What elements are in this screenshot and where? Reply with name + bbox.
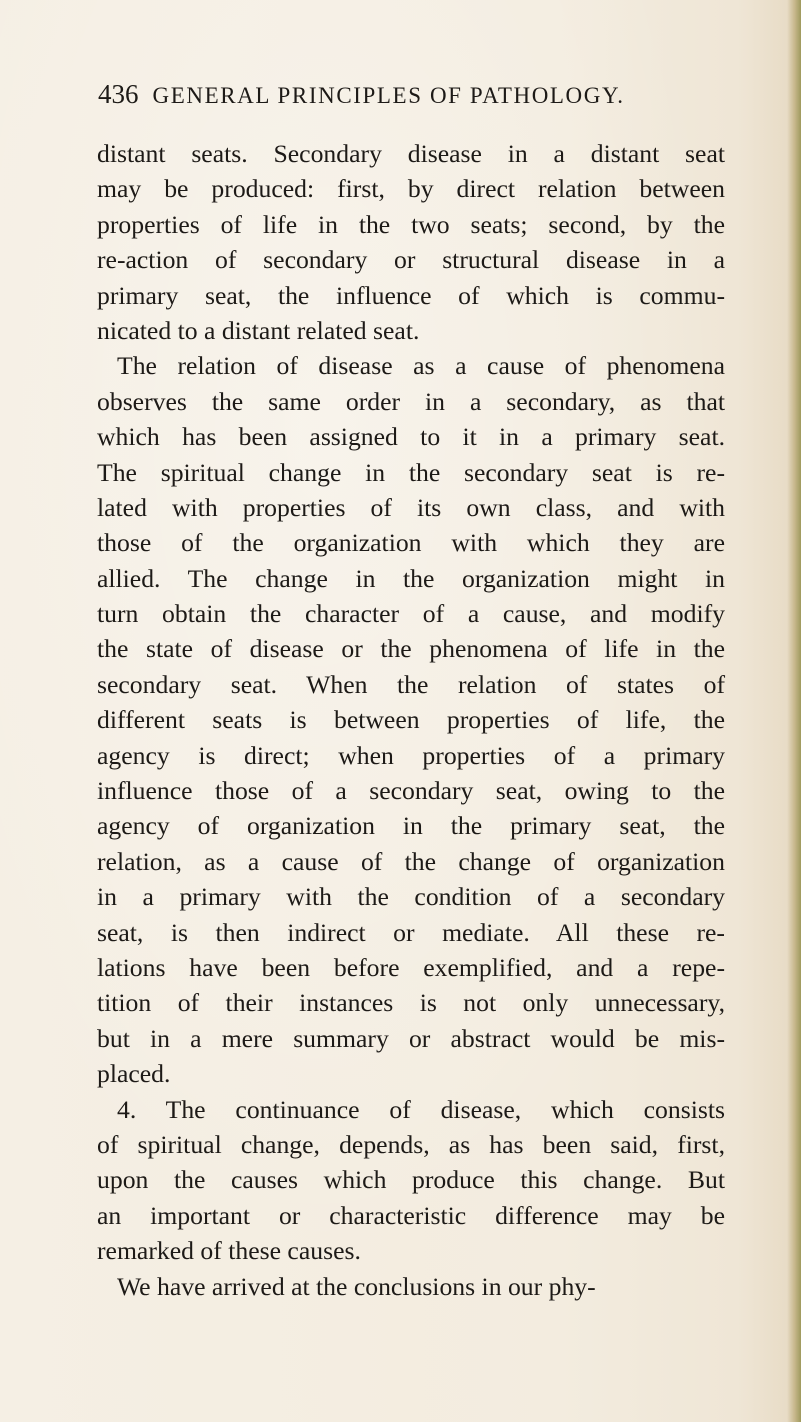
text-line: The spiritual change in the secondary seat is re- <box>97 457 725 487</box>
text-line: The relation of disease as a cause of phenomena <box>117 351 725 381</box>
text-line: but in a mere summary or abstract would be mis- <box>97 1023 725 1053</box>
text-line: We have arrived at the conclusions in our phy- <box>117 1271 596 1301</box>
text-line: placed. <box>97 1059 171 1089</box>
page-number: 436 <box>98 79 139 109</box>
text-line: different seats is between properties of life, the <box>97 705 725 735</box>
text-line: which has been assigned to it in a primary seat. <box>97 422 725 452</box>
text-line: may be produced: first, by direct relation between <box>97 174 725 204</box>
text-line: seat, is then indirect or mediate. All these re- <box>97 917 725 947</box>
text-line: lations have been before exemplified, and a repe- <box>97 952 725 982</box>
text-line: those of the organization with which they are <box>97 528 725 558</box>
text-line: influence those of a secondary seat, owing to the <box>97 776 725 806</box>
text-line: allied. The change in the organization might in <box>97 563 725 593</box>
running-header <box>98 74 738 114</box>
body-text <box>97 136 725 1304</box>
text-line: re-action of secondary or structural disease in a <box>97 245 725 275</box>
text-line: remarked of these causes. <box>97 1236 361 1266</box>
text-line: relation, as a cause of the change of organization <box>97 846 725 876</box>
text-line: of spiritual change, depends, as has been said, first, <box>97 1129 725 1159</box>
text-line: an important or characteristic difference may be <box>97 1200 725 1230</box>
text-line: primary seat, the influence of which is commu- <box>97 280 725 310</box>
page-edge <box>787 0 801 1422</box>
text-line: the state of disease or the phenomena of life in the <box>97 634 725 664</box>
text-line: agency of organization in the primary seat, the <box>97 811 725 841</box>
text-line: agency is direct; when properties of a primary <box>97 740 725 770</box>
text-line: distant seats. Secondary disease in a distant seat <box>97 139 725 168</box>
text-line: 4. The continuance of disease, which consists <box>117 1094 725 1124</box>
text-line: tition of their instances is not only unnecessary, <box>97 988 725 1018</box>
running-title: GENERAL PRINCIPLES OF PATHOLOGY. <box>152 83 625 108</box>
text-line: lated with properties of its own class, and with <box>97 492 725 522</box>
text-line: properties of life in the two seats; second, by the <box>97 209 725 239</box>
text-line: observes the same order in a secondary, as that <box>97 386 725 416</box>
text-line: in a primary with the condition of a secondary <box>97 882 725 912</box>
text-line: turn obtain the character of a cause, and modify <box>97 599 725 629</box>
text-line: nicated to a distant related seat. <box>97 315 420 345</box>
text-line: secondary seat. When the relation of states of <box>97 669 725 699</box>
text-line: upon the causes which produce this change. But <box>97 1165 725 1195</box>
